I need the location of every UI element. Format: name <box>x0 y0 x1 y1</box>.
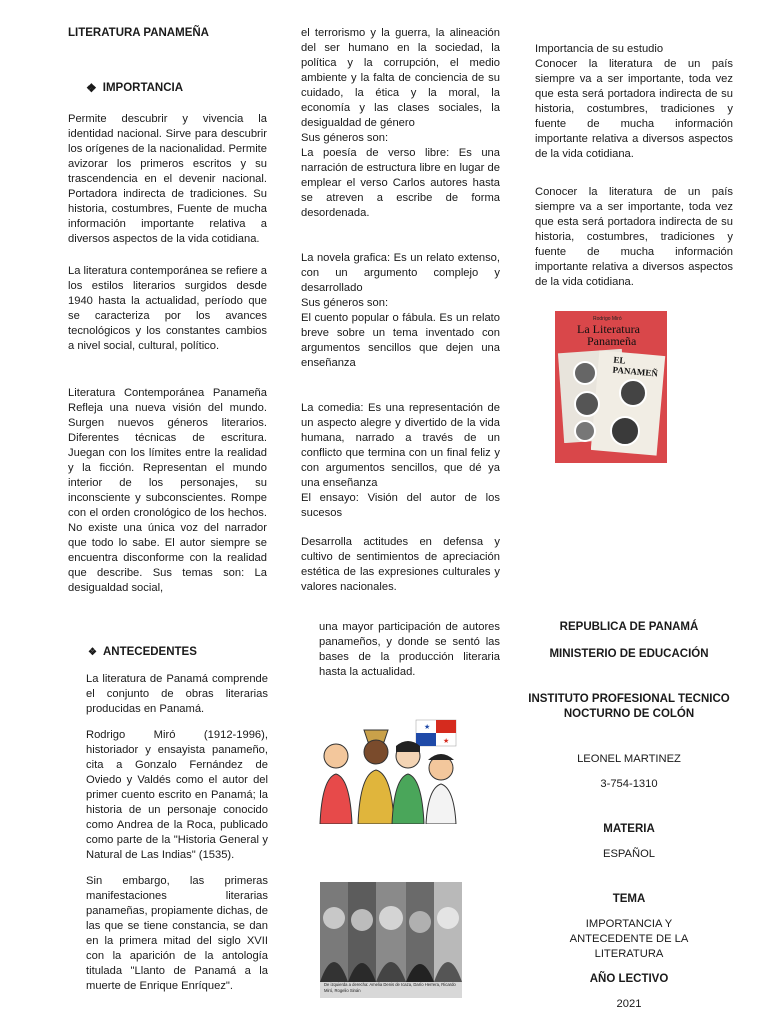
desarrolla-paragraph: Desarrolla actitudes en defensa y cultivo de sentimientos de apreciación estética de las expresiones culturales y valores nacionales. <box>301 536 500 593</box>
antecedentes-paragraph-2: Rodrigo Miró (1912-1996), historiador y ensayista panameño, cita a Gonzalo Fernández de Oviedo y Valdés como el autor del primer cuento escrito en Panamá; la historia de un personaje conocido como Andrea de la Roca, publicado como parte de la "Historia General y Natural de Las Indias" (1535). <box>86 729 268 861</box>
authors-photo <box>320 882 462 998</box>
column-5 <box>319 620 500 694</box>
participacion-paragraph: una mayor participación de autores panameños, y donde se sentó las bases de la producción literaria hasta la actualidad. <box>319 621 500 678</box>
comedia-paragraph: La comedia: Es una representación de un aspecto alegre y divertido de la vida humana, narrado a través de un conflicto que termina con un final feliz y con argumentos sencillos, que dé ya una enseñanza El ensayo: Visión del autor de los sucesos <box>301 402 500 519</box>
tema-value: IMPORTANCIA Y ANTECEDENTE DE LA LITERATURA <box>569 918 689 960</box>
book-newspaper-name: EL PANAMEÑ <box>612 354 659 379</box>
book-title-line2: Panameña <box>587 334 637 348</box>
contemporanea-panamena-paragraph: Literatura Contemporánea Panameña Refleja una nueva visión del mundo. Surgen nuevos géneros literarios. Diferentes técnicas de escritura. Juegan con los límites entre la realidad y la ficción. Representan el mundo interior de los personajes, su inconsciente y subconscientes. Rompe con el orden cronológico de los hechos. No existe una única voz del narrador que todo lo sabe. El autor siempre se encuentra disconforme con la realidad que describe. Sus temas son: La desigualdad social, <box>68 387 267 594</box>
people-cartoon-icon <box>316 718 459 824</box>
importancia-estudio-paragraph: Importancia de su estudio Conocer la literatura de un país siempre va a ser importante, toda vez que esta será portadora indirecta de su historia, costumbres, tradiciones y fuente de mucha información importante relativa a diversos aspectos de la vida cotidiana. <box>535 43 733 160</box>
column-1 <box>68 26 267 610</box>
antecedentes-heading-text: ANTECEDENTES <box>102 646 197 658</box>
column-2 <box>301 26 500 609</box>
cover-column <box>524 620 734 1012</box>
novela-paragraph: La novela grafica: Es un relato extenso, con un argumento complejo y desarrollado Sus géneros son: El cuento popular o fábula. Es un relato breve sobre un tema inventado con argumentos sencillos que dejen una enseñanza <box>301 252 500 369</box>
book-author: Rodrigo Miró <box>593 316 622 322</box>
contemporanea-paragraph: La literatura contemporánea se refiere a los estilos literarios surgidos desde 1940 hasta la actualidad, período que se caracteriza por los avances tecnológicos y los constantes cambios a nivel social, cultural, político. <box>68 265 268 352</box>
ano-label: AÑO LECTIVO <box>589 973 669 985</box>
svg-text:★: ★ <box>443 737 450 745</box>
ano-value: 2021 <box>616 998 642 1010</box>
antecedentes-paragraph-1: La literatura de Panamá comprende el conjunto de obras literarias producidas en Panamá. <box>86 673 268 715</box>
authors-photo-caption: De izquierda a derecha: Amelia Denis de Icaza, Darío Herrera, Ricardo Miró, Rogelio Sinán <box>324 982 456 993</box>
republic-name: REPUBLICA DE PANAMÁ <box>559 621 699 633</box>
book-title-line1: La Literatura <box>577 322 640 336</box>
ministry-name: MINISTERIO DE EDUCACIÓN <box>549 648 709 660</box>
importancia-paragraph: Permite descubrir y vivencia la identidad nacional. Sirve para descubrir los orígenes de la nacionalidad. Permite avizorar los primeros escritos y su trascendencia en el devenir nacional. Portadora indirecta de tradiciones. Su historia, costumbres, Fuente de mucha información importante relativa a diversos aspectos de la vida cotidiana. <box>68 113 268 245</box>
importancia-heading-text: IMPORTANCIA <box>102 82 184 94</box>
conocer-paragraph: Conocer la literatura de un país siempre va a ser importante, toda vez que esta será portadora indirecta de su historia, costumbres, tradiciones y fuente de mucha información importante relativa a diversos aspectos de la vida cotidiana. <box>535 186 733 288</box>
materia-label: MATERIA <box>603 823 655 835</box>
materia-value: ESPAÑOL <box>602 848 656 860</box>
student-name: LEONEL MARTINEZ <box>577 753 681 765</box>
svg-text:★: ★ <box>424 723 431 731</box>
diamond-bullet-icon: ❖ <box>86 81 97 95</box>
institute-name: INSTITUTO PROFESIONAL TECNICO NOCTURNO DE COLÓN <box>528 693 730 720</box>
authors-portraits-icon <box>320 882 462 982</box>
antecedentes-heading <box>88 645 268 660</box>
page-title: LITERATURA PANAMEÑA <box>68 27 209 39</box>
diamond-bullet-icon: ❖ <box>88 647 97 658</box>
column-3 <box>535 42 733 304</box>
book-cover-image <box>555 311 667 463</box>
genres-paragraph: el terrorismo y la guerra, la alineación del ser humano en la sociedad, la política y la corrupción, el medio ambiente y la falta de conciencia de su cuidado, la ética y la moral, la economía y las clases sociales, la desigualdad de género Sus géneros son: La poesía de verso libre: Es una narración de estructura libre en lugar de emplear el verso Carlos autores hasta se atreven a escribe de forma desordenada. <box>301 27 500 219</box>
tema-label: TEMA <box>612 893 646 905</box>
student-id: 3-754-1310 <box>600 778 658 790</box>
column-4 <box>86 645 268 1008</box>
importancia-heading <box>86 81 267 96</box>
antecedentes-paragraph-3: Sin embargo, las primeras manifestaciones literarias panameñas, propiamente dichas, de las que se tiene constancia, se dan en la primera mitad del siglo XVII con la aparición de la antología titulada "Llanto de Panamá a la muerte de Enrique Enríquez". <box>86 875 268 992</box>
panama-people-illustration <box>316 718 459 824</box>
newspaper-collage-icon <box>555 311 667 463</box>
